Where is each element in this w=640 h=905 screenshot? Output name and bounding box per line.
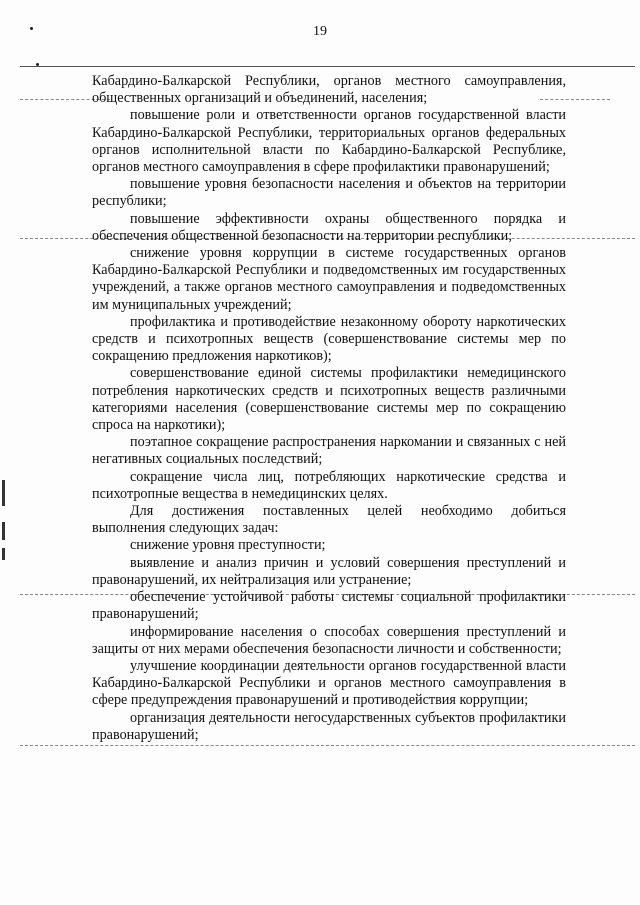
- paragraph: совершенствование единой системы профилактики немедицинского потребления наркотических средств и психотропных веществ различными категориями населения (совершенствование системы мер по сокращению спроса на наркотики);: [92, 365, 566, 434]
- paragraph: снижение уровня преступности;: [130, 537, 326, 554]
- scan-edge-mark: [2, 548, 5, 560]
- paragraph: информирование населения о способах совершения преступлений и защиты от них мерами обеспечения безопасности личности и собственности;: [92, 623, 566, 657]
- paragraph: обеспечение устойчивой работы системы социальной профилактики правонарушений;: [92, 589, 566, 623]
- scan-edge-mark: [2, 522, 5, 540]
- scan-speck: [30, 27, 33, 30]
- scan-line: [20, 66, 635, 67]
- paragraph: снижение уровня коррупции в системе государственных органов Кабардино-Балкарской Республики и подведомственных им государственных учреждений, а также органов местного самоуправления и подведомственных им муниципальных учреждений;: [92, 245, 566, 313]
- paragraph: профилактика и противодействие незаконному обороту наркотических средств и психотропных веществ (совершенствование системы мер по сокращению предложения наркотиков);: [92, 313, 566, 365]
- paragraph: улучшение координации деятельности органов государственной власти Кабардино-Балкарской Республики и органов местного самоуправления в сфере предупреждения правонарушений и противодействия коррупции;: [92, 657, 566, 709]
- paragraph: повышение роли и ответственности органов государственной власти Кабардино-Балкарской Республики, территориальных органов федеральных органов исполнительной власти по Кабардино-Балкарской Республике, органов местного самоуправления в сфере профилактики правонарушений;: [92, 107, 566, 176]
- paragraph: Кабардино-Балкарской Республики, органов местного самоуправления, общественных организаций и объединений, населения;: [92, 73, 566, 107]
- paragraph: повышение уровня безопасности населения и объектов на территории республики;: [92, 176, 566, 210]
- scan-line: [20, 745, 635, 746]
- paragraph: Для достижения поставленных целей необходимо добиться выполнения следующих задач:: [92, 503, 566, 537]
- scan-edge-mark: [2, 480, 5, 506]
- paragraph: выявление и анализ причин и условий совершения преступлений и правонарушений, их нейтрализация или устранение;: [92, 554, 566, 588]
- paragraph: повышение эффективности охраны общественного порядка и обеспечения общественной безопасности на территории республики;: [92, 210, 566, 244]
- document-body: [92, 73, 566, 744]
- paragraph: организация деятельности негосударственных субъектов профилактики правонарушений;: [92, 709, 566, 743]
- page-number: 19: [313, 24, 327, 39]
- paragraph: сокращение числа лиц, потребляющих наркотические средства и психотропные вещества в немедицинских целях.: [92, 468, 566, 502]
- paragraph: поэтапное сокращение распространения наркомании и связанных с ней негативных социальных последствий;: [92, 434, 566, 468]
